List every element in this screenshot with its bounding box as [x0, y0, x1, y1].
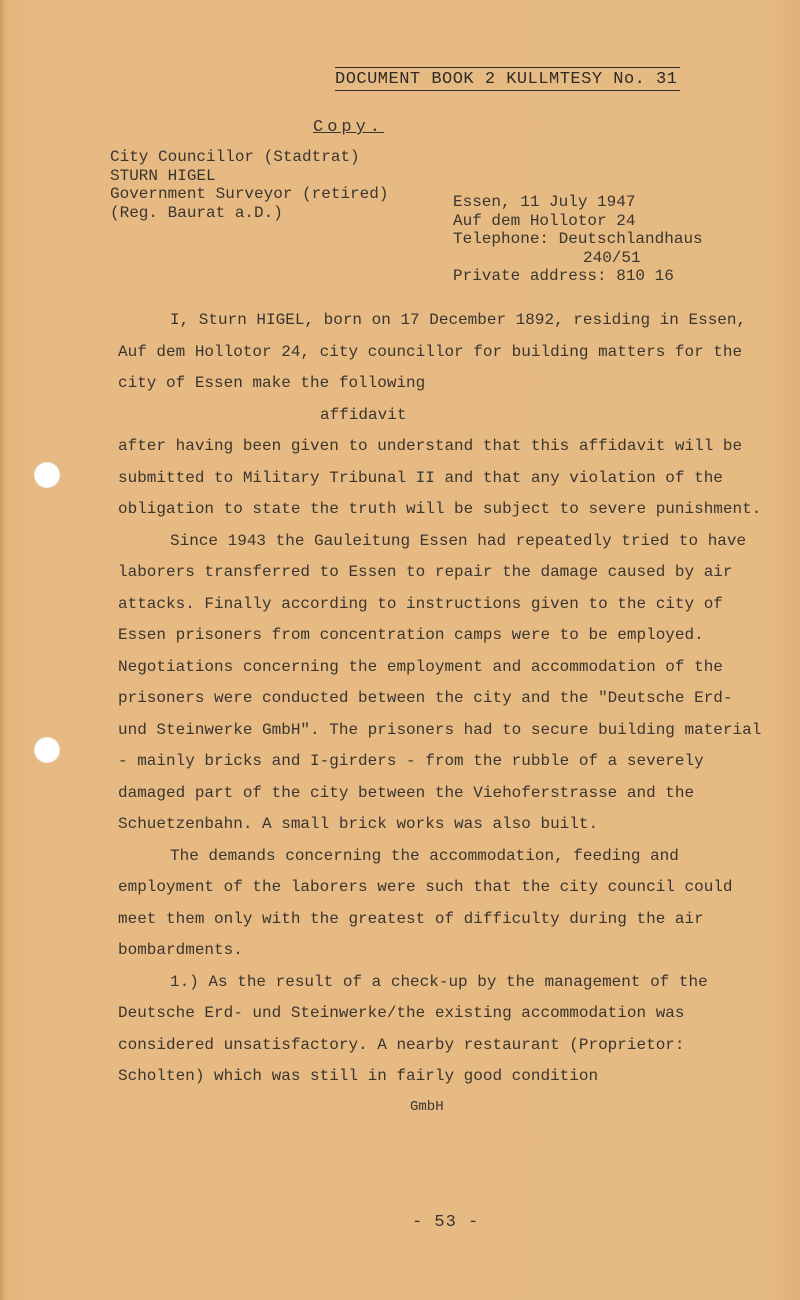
affidavit-body — [118, 305, 763, 1093]
place-date: Essen, 11 July 1947 — [453, 193, 636, 211]
telephone-number: 240/51 — [583, 248, 641, 267]
page-number: - 53 - — [412, 1213, 480, 1232]
document-book-header — [335, 70, 680, 89]
paragraph-gauleitung: Since 1943 the Gauleitung Essen had repeatedly tried to have laborers transferred to Essen to repair the damage caused by air attacks. Finally according to instructions given to the city of Essen prisoners from concentration camps were to be employed. Negotiations concerning the employment and accommodation of the prisoners were conducted between the city and the "Deutsche Erd- und Steinwerke GmbH". The prisoners had to secure building material - mainly bricks and I-girders - from the rubble of a severely damaged part of the city between the Viehoferstrasse and the Schuetzenbahn. A small brick works was also built. — [118, 531, 762, 833]
paragraph-understanding: after having been given to understand that this affidavit will be submitted to Military Tribunal II and that any violation of the obligation to state the truth will be subject to severe punishment. — [118, 437, 762, 518]
punch-hole — [34, 462, 60, 488]
copy-heading: Copy. — [313, 118, 385, 137]
telephone: Telephone: Deutschlandhaus — [453, 230, 703, 248]
address-block — [453, 193, 703, 286]
gmbh-insertion: GmbH — [410, 1099, 444, 1115]
document-book-label: DOCUMENT BOOK 2 KULLMTESY No. 31 — [335, 70, 678, 89]
affidavit-heading: affidavit — [320, 405, 407, 424]
sender-block — [110, 148, 388, 222]
paragraph-demands: The demands concerning the accommodation, feeding and employment of the laborers were such that the city council could meet them only with the greatest of difficulty during the air bombardments. — [118, 846, 733, 959]
sender-line: STURN HIGEL — [110, 166, 216, 185]
paragraph-intro: I, Sturn HIGEL, born on 17 December 1892, residing in Essen, Auf dem Hollotor 24, city councillor for building matters for the city of Essen make the following — [118, 311, 747, 392]
sender-line: Government Surveyor (retired) — [110, 185, 389, 203]
sender-line: City Councillor (Stadtrat) — [110, 148, 360, 166]
street-address: Auf dem Hollotor 24 — [453, 211, 636, 230]
private-address: Private address: 810 16 — [453, 267, 674, 285]
paragraph-item-1: 1.) As the result of a check-up by the management of the Deutsche Erd- und Steinwerke/the existing accommodation was considered unsatisfactory. A nearby restaurant (Proprietor: Scholten) which was still in fairly good condition — [118, 972, 708, 1085]
sender-line: (Reg. Baurat a.D.) — [110, 203, 283, 222]
punch-hole — [34, 737, 60, 763]
